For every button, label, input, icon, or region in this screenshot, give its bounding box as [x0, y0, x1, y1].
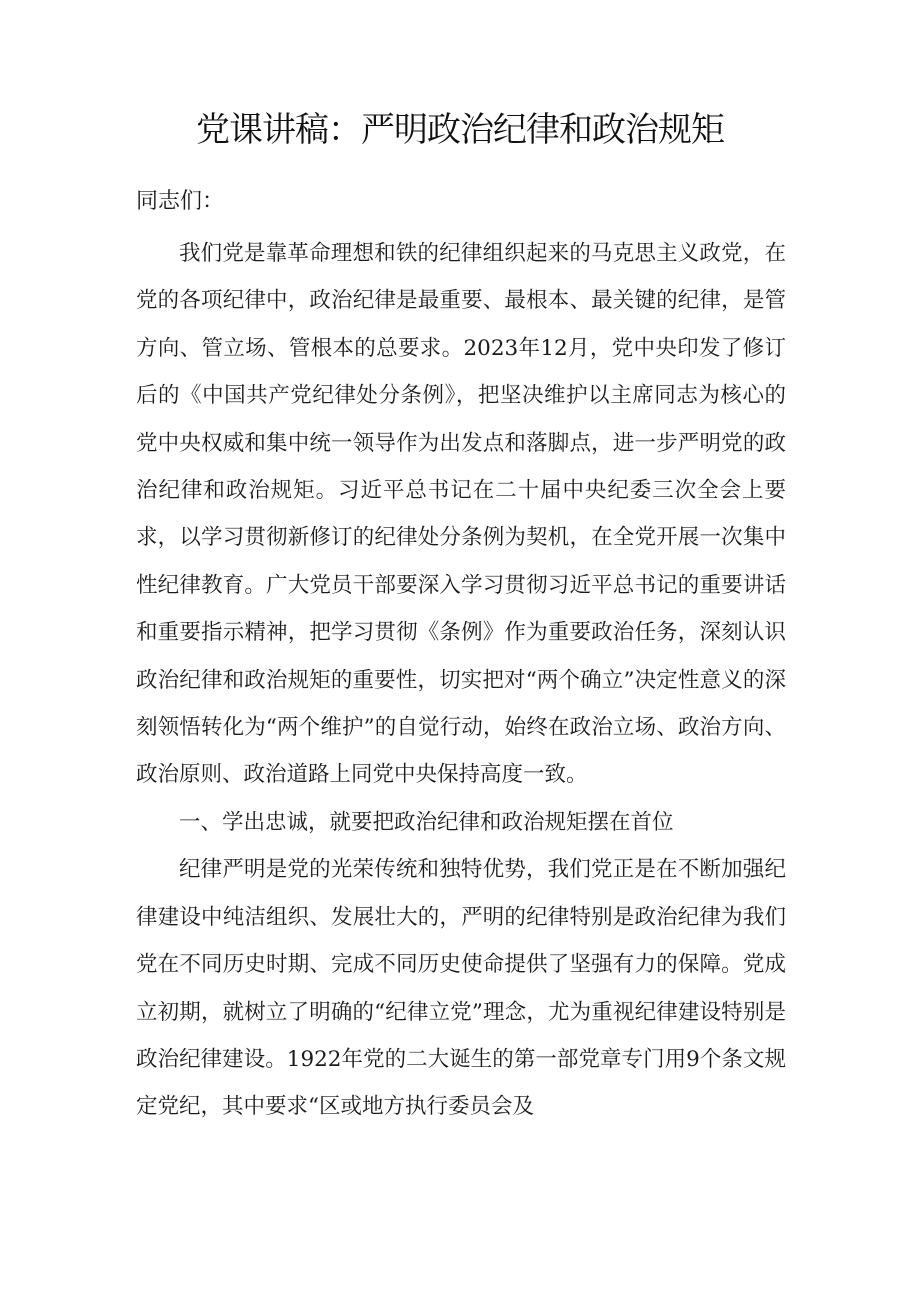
document-title: 党课讲稿：严明政治纪律和政治规矩	[196, 110, 724, 150]
body-paragraph: 纪律严明是党的光荣传统和独特优势，我们党正是在不断加强纪律建设中纯洁组织、发展壮大的，严明的纪律特别是政治纪律为我们党在不同历史时期、完成不同历史使命提供了坚强有力的保障。党成立初期，就树立了明确的“纪律立党”理念，尤为重视纪律建设特别是政治纪律建设。1922年党的二大诞生的第一部党章专门用9个条文规定党纪，其中要求“区或地方执行委员会及	[136, 857, 786, 1120]
section-heading: 一、学出忠诚，就要把政治纪律和政治规矩摆在首位	[179, 809, 674, 835]
body-paragraph: 我们党是靠革命理想和铁的纪律组织起来的马克思主义政党，在党的各项纪律中，政治纪律是最重要、最根本、最关键的纪律，是管方向、管立场、管根本的总要求。2023年12月，党中央印发了修订后的《中国共产党纪律处分条例》，把坚决维护以主席同志为核心的党中央权威和集中统一领导作为出发点和落脚点，进一步严明党的政治纪律和政治规矩。习近平总书记在二十届中央纪委三次全会上要求，以学习贯彻新修订的纪律处分条例为契机，在全党开展一次集中性纪律教育。广大党员干部要深入学习贯彻习近平总书记的重要讲话和重要指示精神，把学习贯彻《条例》作为重要政治任务，深刻认识政治纪律和政治规矩的重要性，切实把对“两个确立”决定性意义的深刻领悟转化为“两个维护”的自觉行动，始终在政治立场、政治方向、政治原则、政治道路上同党中央保持高度一致。	[136, 241, 786, 788]
document-body	[136, 230, 786, 1131]
salutation: 同志们：	[136, 189, 225, 214]
